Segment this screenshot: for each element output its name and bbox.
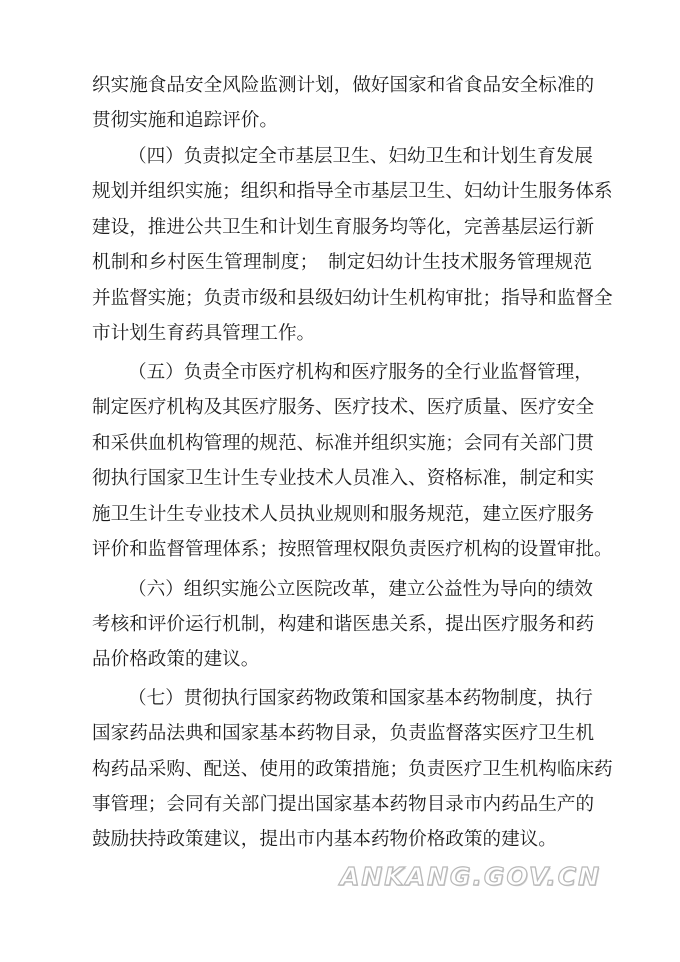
text-line: 规划并组织实施；组织和指导全市基层卫生、妇幼计生服务体系 <box>92 181 613 202</box>
text-line: 机制和乡村医生管理制度； 制定妇幼计生技术服务管理规范 <box>92 252 592 273</box>
text-line: 和采供血机构管理的规范、标准并组织实施；会同有关部门贯 <box>92 433 595 454</box>
text-line: 贯彻实施和追踪评价。 <box>92 110 278 131</box>
text-line: 制定医疗机构及其医疗服务、医疗技术、医疗质量、医疗安全 <box>92 397 595 418</box>
text-line: （六）组织实施公立医院改革，建立公益性为导向的绩效 <box>128 579 593 600</box>
text-line: 事管理；会同有关部门提出国家基本药物目录市内药品生产的 <box>92 794 595 815</box>
text-line: （四）负责拟定全市基层卫生、妇幼卫生和计划生育发展 <box>128 146 593 167</box>
text-line: 建设，推进公共卫生和计划生育服务均等化，完善基层运行新 <box>92 217 595 238</box>
text-line: 市计划生育药具管理工作。 <box>92 323 316 344</box>
text-line: 国家药品法典和国家基本药物目录，负责监督落实医疗卫生机 <box>92 723 595 744</box>
text-line: 评价和监督管理体系；按照管理权限负责医疗机构的设置审批。 <box>92 539 613 560</box>
text-line: 织实施食品安全风险监测计划，做好国家和省食品安全标准的 <box>92 75 595 96</box>
text-line: （五）负责全市医疗机构和医疗服务的全行业监督管理， <box>128 362 593 383</box>
text-line: （七）贯彻执行国家药物政策和国家基本药物制度，执行 <box>128 688 593 709</box>
text-line: 品价格政策的建议。 <box>92 649 260 670</box>
text-line: 鼓励扶持政策建议，提出市内基本药物价格政策的建议。 <box>92 829 557 850</box>
text-line: 考核和评价运行机制，构建和谐医患关系，提出医疗服务和药 <box>92 614 595 635</box>
text-line: 并监督实施；负责市级和县级妇幼计生机构审批；指导和监督全 <box>92 288 613 309</box>
text-line: 施卫生计生专业技术人员执业规则和服务规范，建立医疗服务 <box>92 504 595 525</box>
text-line: 彻执行国家卫生计生专业技术人员准入、资格标准，制定和实 <box>92 468 595 489</box>
watermark: ANKANG.GOV.CN <box>340 862 602 891</box>
text-line: 构药品采购、配送、使用的政策措施；负责医疗卫生机构临床药 <box>92 759 613 780</box>
